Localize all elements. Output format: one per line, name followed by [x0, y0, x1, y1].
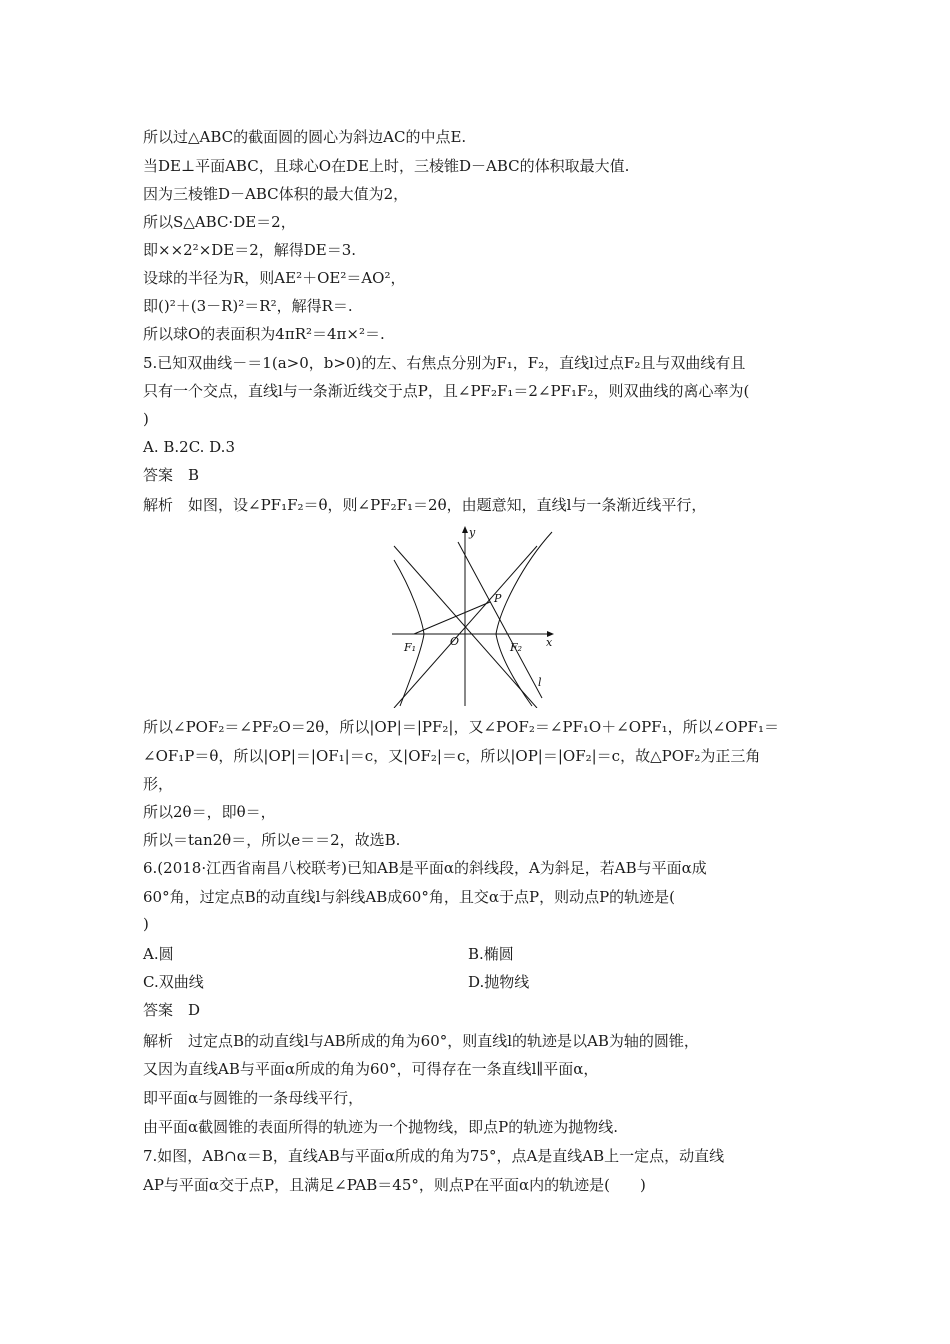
text-line: 所以过△ABC的截面圆的圆心为斜边AC的中点E. [143, 128, 467, 146]
text-line: 因为三棱锥D－ABC体积的最大值为2， [143, 185, 409, 203]
analysis-6-line1: 解析 过定点B的动直线l与AB所成的角为60°，则直线l的轨迹是以AB为轴的圆锥， [143, 1032, 699, 1050]
label-f1: F₁ [404, 641, 417, 654]
label-p: P [494, 592, 502, 605]
label-x: x [546, 636, 553, 649]
analysis-5-line6: 所以＝tan2θ＝，所以e＝＝2，故选B. [143, 831, 401, 849]
text-line: 即××2²×DE＝2，解得DE＝3. [143, 241, 357, 259]
label-y: y [469, 526, 476, 539]
analysis-5-line5: 所以2θ＝，即θ＝， [143, 803, 276, 821]
text-line: 所以S△ABC·DE＝2， [143, 213, 296, 231]
label-o: O [450, 635, 460, 648]
segment-f1p [414, 602, 490, 634]
analysis-6-line4: 由平面α截圆锥的表面所得的轨迹为一个抛物线，即点P的轨迹为抛物线. [143, 1118, 618, 1136]
option-c: C.双曲线 [143, 973, 204, 991]
hyperbola-figure [392, 520, 562, 708]
analysis-5-line2: 所以∠POF₂＝∠PF₂O＝2θ，所以|OP|＝|PF₂|，又∠POF₂＝∠PF₁O＋∠OPF₁，所以∠OPF₁＝ [143, 718, 779, 736]
question-7-line2: AP与平面α交于点P，且满足∠PAB＝45°，则点P在平面α内的轨迹是( ) [143, 1176, 646, 1194]
analysis-6-line3: 即平面α与圆锥的一条母线平行， [143, 1089, 364, 1107]
answer-6: 答案 D [143, 1001, 201, 1019]
question-5-line3: ) [143, 410, 149, 428]
question-6-line3: ) [143, 915, 149, 933]
text-line: 所以球O的表面积为4πR²＝4π×²＝. [143, 325, 385, 343]
question-5-options: A. B.2C. D.3 [143, 438, 235, 456]
analysis-5-line1: 解析 如图，设∠PF₁F₂＝θ，则∠PF₂F₁＝2θ，由题意知，直线l与一条渐近线平行， [143, 496, 707, 514]
y-axis-arrow [462, 526, 468, 533]
option-d: D.抛物线 [468, 973, 530, 991]
text-line: 设球的半径为R，则AE²＋OE²＝AO²， [143, 269, 406, 287]
text-line: 当DE⊥平面ABC，且球心O在DE上时，三棱锥D－ABC的体积取最大值. [143, 157, 630, 175]
question-5-line1: 5.已知双曲线－＝1(a>0，b>0)的左、右焦点分别为F₁，F₂，直线l过点F₂且与双曲线有且 [143, 354, 746, 372]
line-l [458, 542, 542, 698]
question-6-line1: 6.(2018·江西省南昌八校联考)已知AB是平面α的斜线段，A为斜足，若AB与平面α成 [143, 859, 707, 877]
option-b: B.椭圆 [468, 945, 514, 963]
analysis-5-line4: 形， [143, 775, 174, 793]
answer-5: 答案 B [143, 466, 200, 484]
label-l: l [538, 676, 542, 689]
hyperbola-right-branch [496, 532, 552, 706]
analysis-6-line2: 又因为直线AB与平面α所成的角为60°，可得存在一条直线l∥平面α， [143, 1060, 599, 1078]
question-5-line2: 只有一个交点，直线l与一条渐近线交于点P，且∠PF₂F₁＝2∠PF₁F₂，则双曲线的离心率为( [143, 382, 750, 400]
question-6-line2: 60°角，过定点B的动直线l与斜线AB成60°角，且交α于点P，则动点P的轨迹是( [143, 888, 676, 906]
option-a: A.圆 [143, 945, 174, 963]
text-line: 即()²＋(3－R)²＝R²，解得R＝. [143, 297, 353, 315]
label-f2: F₂ [510, 641, 523, 654]
question-7-line1: 7.如图，AB∩α＝B，直线AB与平面α所成的角为75°，点A是直线AB上一定点，动直线 [143, 1147, 725, 1165]
analysis-5-line3: ∠OF₁P＝θ，所以|OP|＝|OF₁|＝c，又|OF₂|＝c，所以|OP|＝|OF₂|＝c，故△POF₂为正三角 [143, 747, 761, 765]
hyperbola-left-branch [394, 560, 424, 706]
